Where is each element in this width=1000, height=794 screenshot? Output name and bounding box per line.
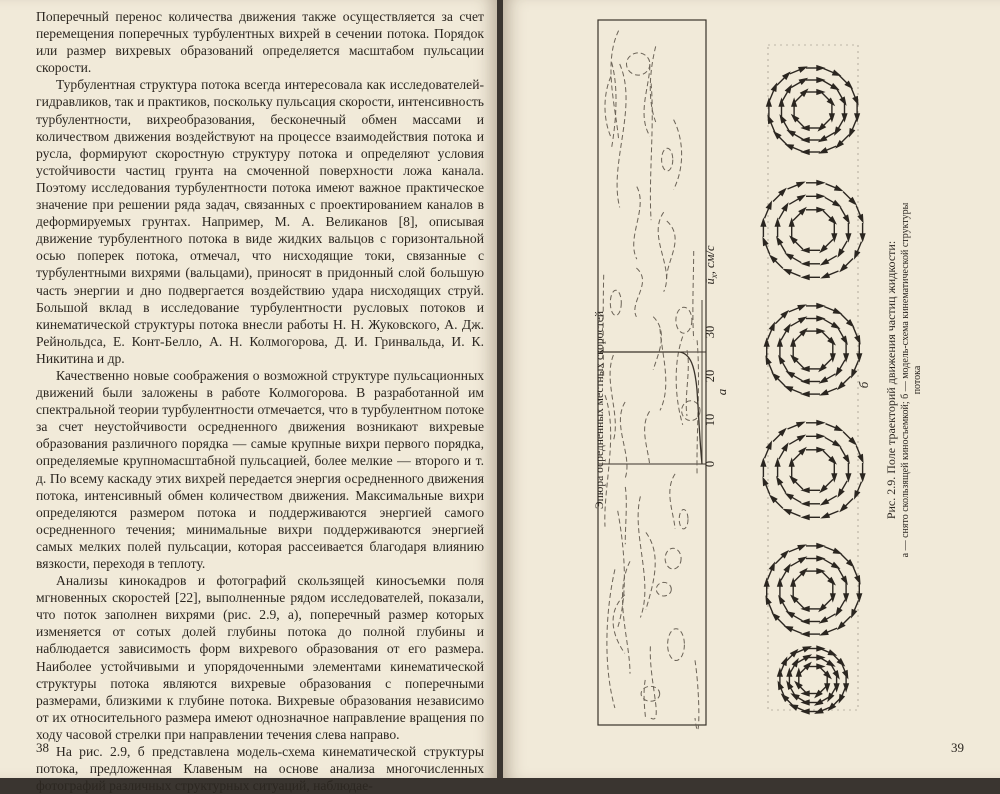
trajectory-line	[653, 317, 661, 370]
trajectory-line	[635, 268, 643, 317]
flow-arrow-head	[799, 79, 807, 85]
flow-arrow-head	[763, 478, 768, 486]
caption-line-1: а — снято скользящей киносъемкой; б — модель-схема кинематической структуры	[900, 202, 911, 558]
flow-arrow-head	[838, 489, 844, 496]
flow-arrow-head	[772, 84, 777, 92]
flow-arrow-head	[766, 357, 771, 365]
flow-arrow-head	[786, 145, 794, 150]
flow-arrow-head	[777, 477, 783, 485]
flow-arrow-head	[820, 148, 828, 153]
flow-arrow-head	[799, 67, 807, 72]
trajectory-line	[674, 120, 682, 190]
flow-arrow-head	[855, 251, 860, 259]
flow-arrow-head	[797, 422, 805, 427]
arrow-field	[761, 66, 865, 714]
flow-arrow-head	[842, 576, 848, 584]
flow-arrow-head	[819, 136, 827, 142]
flow-arrow-head	[766, 442, 771, 450]
trajectory-line	[607, 569, 615, 708]
paragraph: Качественно новые соображения о возможной структуре пульсационных движений были заложены в работе Колмогорова. В разработанной им спектральной теории турбулентности отмечается, что в турбулентном потоке за счет неустойчивости осредненного движения возникают вихревые образования различного порядка — самые крупные вихри первого порядка, определяемые крупномасштабной пульсацией, более мелкие — второго и т. д. По всему каскаду этих вихрей передается энергия осредненного движения потока, интенсивный обмен количеством движения. Максимальные вихри определяются размером потока и поддерживаются энергией самого осредненного течения; минимальные вихри поддерживаются энергией самых мелких полей пульсации, которая рассеивается благодаря влиянию вязкости, переходя в теплоту.	[36, 367, 484, 571]
flow-arrow-head	[840, 97, 846, 104]
flow-arrow-head	[833, 309, 841, 314]
trajectory-line	[622, 561, 630, 673]
flow-arrow-head	[835, 426, 843, 431]
page-number-right: 39	[951, 740, 964, 755]
flow-arrow-head	[831, 84, 839, 90]
flow-arrow-head	[761, 459, 766, 466]
flow-arrow-head	[778, 682, 783, 690]
flow-arrow-head	[785, 627, 793, 632]
flow-arrow-head	[802, 275, 809, 280]
flow-arrow-head	[852, 370, 857, 378]
flow-arrow-head	[833, 549, 841, 554]
flow-arrow-head	[832, 563, 840, 569]
flow-arrow-head	[802, 261, 809, 266]
flow-arrow-head	[822, 273, 830, 278]
flow-arrow-head	[802, 379, 809, 384]
axis-unit-label: $ū_x$, см/с	[703, 245, 719, 285]
flow-arrow-head	[817, 434, 824, 439]
trajectory-line	[634, 187, 640, 260]
flow-arrow-head	[836, 368, 842, 376]
caption-line-2: потока	[912, 365, 923, 395]
flow-arrow-head	[775, 219, 780, 226]
tick-label: 10	[703, 413, 717, 427]
flow-arrow-head	[788, 131, 796, 137]
panel-a-flow-field	[598, 20, 706, 730]
flow-arrow-head	[821, 499, 828, 505]
trajectory-line	[605, 77, 611, 138]
flow-arrow-head	[763, 238, 768, 246]
axis-ticks	[703, 326, 717, 467]
page-number-left: 38	[36, 740, 49, 755]
flow-arrow-head	[802, 632, 809, 637]
flow-arrow-head	[802, 501, 809, 506]
flow-arrow-head	[787, 372, 795, 378]
flow-arrow-head	[817, 304, 824, 309]
flow-arrow-head	[766, 597, 771, 605]
flow-arrow-head	[779, 356, 785, 364]
flow-arrow-head	[822, 513, 830, 518]
flow-arrow-head	[764, 579, 769, 586]
flow-arrow-head	[770, 563, 775, 571]
flow-arrow-head	[855, 114, 860, 121]
trajectory-line	[686, 350, 688, 416]
flow-arrow-head	[802, 138, 809, 143]
flow-arrow-head	[844, 455, 850, 463]
flow-arrow-head	[821, 630, 829, 635]
trajectory-line	[625, 487, 626, 544]
flow-arrow-head	[857, 354, 862, 361]
paragraph: Анализы кинокадров и фотографий скользящей киносъемки поля мгновенных скоростей [22], выполненные рядом исследователей, показали, что поток заполнен вихрями (рис. 2.9, а), поперечный размер которых изменяется от сотых долей глубины потока до полной глубины и наблюдается зависимость форм вихревого образования от его размера. Наиболее устойчивыми и упорядоченными элементами кинематической структуры потока являются вихревые образования с поперечными размерами, близкими к глубине потока. Вихревые образования независимо от их относительного размера имеют однозначное направление вращения по ходу часовой стрелки при направлении течения слева направо.	[36, 573, 484, 742]
flow-arrow-head	[784, 325, 790, 333]
figure-2-9	[503, 0, 1000, 778]
trajectory-lines	[603, 31, 700, 731]
paragraph: На рис. 2.9, б представлена модель-схема кинематической структуры потока, предложенная Клавеным на основе анализа многочисленных фотографий различных структурных ситуаций, наблюдае-	[36, 744, 484, 794]
flow-arrow-head	[858, 455, 863, 463]
flow-arrow-head	[785, 387, 793, 392]
vortex-loop	[656, 582, 671, 596]
flow-arrow-head	[799, 557, 806, 563]
flow-arrow-head	[821, 390, 829, 395]
right-page	[503, 0, 1000, 778]
flow-arrow-head	[855, 576, 860, 584]
trajectory-line	[670, 474, 675, 529]
flow-arrow-head	[820, 377, 827, 383]
flow-arrow-head	[777, 237, 783, 245]
flow-arrow-head	[836, 608, 842, 616]
flow-arrow-head	[855, 336, 860, 344]
flow-arrow-head	[820, 617, 827, 623]
trajectory-line	[695, 660, 699, 730]
flow-arrow-head	[817, 420, 824, 425]
flow-arrow-head	[833, 441, 840, 447]
flow-arrow-head	[858, 215, 863, 223]
flow-arrow-head	[798, 305, 806, 310]
flow-arrow-head	[817, 194, 824, 199]
flow-arrow-head	[787, 612, 795, 618]
flow-arrow-head	[817, 78, 824, 83]
vortex-loop	[627, 53, 650, 75]
flow-arrow-head	[799, 317, 806, 323]
flow-arrow-head	[842, 336, 848, 344]
flow-arrow-head	[817, 556, 824, 561]
flow-arrow-head	[855, 491, 860, 499]
flow-arrow-head	[835, 127, 841, 134]
left-page-text	[36, 8, 484, 794]
vortex-loop	[665, 548, 681, 569]
paragraph: Поперечный перенос количества движения также осуществляется за счет перемещения поперечных турбулентных вихрей в сечении потока. Порядок или размер вихревых образований определяется масштабом пульсации скорости.	[36, 9, 484, 76]
flow-arrow-head	[782, 204, 788, 211]
flow-arrow-head	[846, 234, 851, 241]
flow-arrow-head	[782, 444, 788, 451]
flow-arrow-head	[786, 254, 793, 260]
flow-arrow-head	[797, 195, 804, 201]
flow-arrow-head	[817, 180, 824, 185]
flow-arrow-head	[844, 215, 850, 223]
trajectory-line	[620, 402, 627, 478]
trajectory-line	[644, 65, 650, 136]
vortex-loop	[679, 510, 688, 529]
vortex-loop	[662, 148, 673, 171]
flow-arrow-head	[833, 70, 841, 75]
flow-arrow-head	[832, 323, 840, 329]
panel-b-schematic	[761, 45, 865, 714]
figure-caption	[884, 202, 923, 557]
flow-arrow-head	[784, 565, 790, 573]
trajectory-line	[658, 212, 666, 292]
flow-arrow-head	[833, 201, 840, 207]
flow-arrow-head	[817, 544, 824, 549]
trajectory-line	[667, 221, 675, 280]
flow-arrow-head	[838, 249, 844, 256]
tick-label: 0	[703, 460, 717, 468]
vortex-loop	[676, 307, 692, 333]
tick-label: 20	[703, 369, 717, 383]
flow-arrow-head	[860, 234, 865, 241]
epure-label: Эпюра осредненных местных скоростей	[594, 310, 606, 510]
flow-arrow-head	[852, 610, 857, 618]
flow-arrow-head	[786, 494, 793, 500]
flow-arrow-head	[775, 459, 780, 466]
trajectory-line	[693, 251, 694, 339]
trajectory-line	[645, 411, 650, 464]
flow-arrow-head	[860, 474, 865, 481]
flow-arrow-head	[857, 594, 862, 601]
flow-arrow-head	[761, 219, 766, 226]
flow-arrow-head	[797, 435, 804, 441]
flow-arrow-head	[830, 114, 835, 121]
flow-arrow-head	[817, 316, 824, 321]
flow-arrow-head	[767, 99, 772, 106]
flow-arrow-head	[792, 99, 797, 106]
trajectory-line	[650, 646, 656, 719]
flow-arrow-head	[802, 392, 809, 397]
flow-arrow-head	[802, 150, 809, 155]
flow-arrow-head	[779, 596, 785, 604]
flow-arrow-head	[784, 509, 792, 514]
flow-arrow-head	[764, 339, 769, 346]
flow-arrow-head	[843, 671, 848, 679]
vortex-loop	[610, 290, 621, 315]
caption-title: Рис. 2.9. Поле траекторий движения частиц жидкости:	[884, 240, 898, 520]
trajectory-line	[646, 532, 655, 609]
flow-arrow-head	[802, 515, 809, 520]
flow-arrow-head	[846, 474, 851, 481]
flow-arrow-head	[850, 129, 855, 137]
vortex-loop	[668, 629, 685, 661]
panel-a-label: а	[714, 388, 729, 396]
flow-arrow-head	[821, 259, 828, 265]
flow-arrow-head	[768, 116, 773, 124]
flow-arrow-head	[766, 202, 771, 210]
tick-label: 30	[703, 325, 717, 339]
panel-b-label: б	[856, 381, 871, 389]
flow-arrow-head	[786, 86, 792, 93]
flow-arrow-head	[853, 97, 858, 105]
paragraph: Турбулентная структура потока всегда интересовала как исследователей-гидравликов, так и практиков, поскольку пульсация скорости, интенсивность турбулентности, вихреобразования, бесконечный обмен массами и количеством движения воздействуют на процессе взаимодействия потока и русла, формируют скоростную структуру потока и определяют условия устойчивости частиц грунта на смоченной поверхности ложа канала. Поэтому исследования турбулентности потока имеют важное практическое значение при решении ряда задач, связанных с проектированием каналов в деформируемых грунтах. Например, М. А. Великанов [8], описывая движение турбулентного потока в виде жидких вальцов с горизонтальной осью поперек потока, отмечал, что нисходящие токи, связанные с турбулентными вихрями (вальцами), приносят в придонный слой большую часть энергии и дно подвергается воздействию удара нисходящих струй. Большой вклад в исследование турбулентности русловых потоков и кинематической структуры потока внесли работы Н. Н. Жуковского, А. Дж. Рейнольдса, Е. Конт-Белло, А. Н. Колмогорова, Д. И. Гринвальда, И. К. Никитина и др.	[36, 77, 484, 366]
flow-arrow-head	[797, 182, 805, 187]
flow-arrow-head	[798, 545, 806, 550]
vortex-loop	[641, 686, 660, 701]
trajectory-line	[638, 496, 645, 617]
flow-arrow-head	[835, 186, 843, 191]
flow-arrow-head	[784, 269, 792, 274]
flow-arrow-head	[817, 66, 824, 71]
flow-arrow-head	[802, 619, 809, 624]
left-page	[0, 0, 497, 794]
flow-arrow-head	[770, 323, 775, 331]
